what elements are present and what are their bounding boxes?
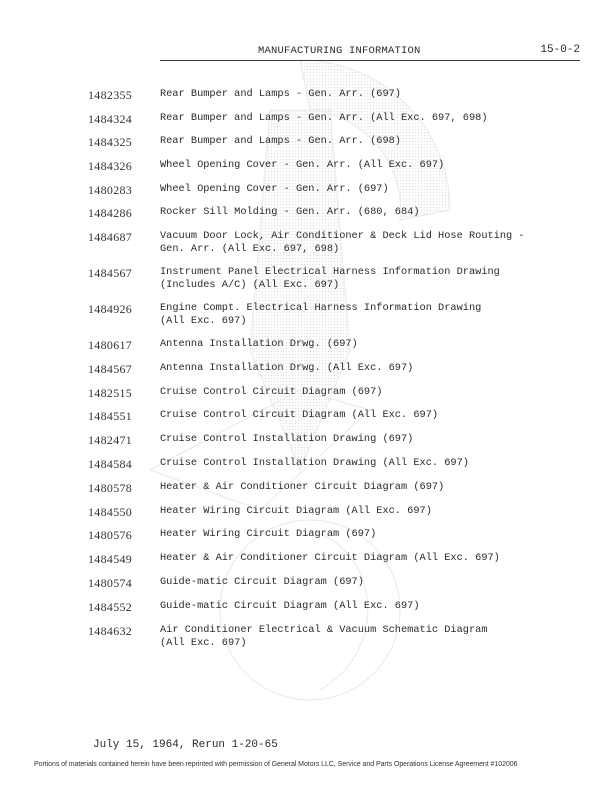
list-item xyxy=(88,505,588,520)
part-number: 1484632 xyxy=(88,624,133,638)
list-item xyxy=(88,386,588,401)
part-number: 1484326 xyxy=(88,159,133,173)
description-line: Guide-matic Circuit Diagram (697) xyxy=(160,576,364,588)
list-item xyxy=(88,457,588,472)
drawing-description xyxy=(160,112,488,127)
drawing-description xyxy=(160,481,444,496)
license-note: Portions of materials contained herein have been reprinted with permission of General Motors LLC, Service and Parts Operations License Agreement #102006 xyxy=(34,761,518,768)
description-line: Cruise Control Circuit Diagram (697) xyxy=(160,386,383,398)
description-line: (All Exc. 697) xyxy=(160,315,247,327)
list-item xyxy=(88,528,588,543)
description-line: Gen. Arr. (All Exc. 697, 698) xyxy=(160,243,340,255)
part-number: 1480578 xyxy=(88,481,133,495)
list-item xyxy=(88,338,588,353)
drawing-description xyxy=(160,624,488,650)
part-number: 1484687 xyxy=(88,230,133,244)
list-item xyxy=(88,552,588,567)
drawing-description xyxy=(160,266,500,292)
list-item xyxy=(88,481,588,496)
part-number: 1482515 xyxy=(88,386,133,400)
list-item xyxy=(88,88,588,103)
part-number: 1480574 xyxy=(88,576,133,590)
description-line: Wheel Opening Cover - Gen. Arr. (697) xyxy=(160,183,389,195)
list-item xyxy=(88,600,588,615)
part-number: 1484286 xyxy=(88,206,133,220)
drawing-description xyxy=(160,433,413,448)
list-item xyxy=(88,624,588,650)
description-line: Rear Bumper and Lamps - Gen. Arr. (All Exc. 697, 698) xyxy=(160,112,488,124)
list-item xyxy=(88,266,588,292)
drawing-description xyxy=(160,505,432,520)
list-item xyxy=(88,433,588,448)
drawing-description xyxy=(160,457,469,472)
description-line: Rear Bumper and Lamps - Gen. Arr. (698) xyxy=(160,135,401,147)
list-item xyxy=(88,135,588,150)
drawing-description xyxy=(160,88,401,103)
list-item xyxy=(88,206,588,221)
part-number: 1484324 xyxy=(88,112,133,126)
description-line: Antenna Installation Drwg. (All Exc. 697) xyxy=(160,362,414,374)
part-number: 1484552 xyxy=(88,600,133,614)
description-line: Heater Wiring Circuit Diagram (All Exc. 697) xyxy=(160,505,432,517)
description-line: Rear Bumper and Lamps - Gen. Arr. (697) xyxy=(160,88,401,100)
part-number: 1482471 xyxy=(88,433,133,447)
description-line: (Includes A/C) (All Exc. 697) xyxy=(160,279,340,291)
drawing-description xyxy=(160,362,413,377)
part-number: 1484550 xyxy=(88,505,133,519)
description-line: Cruise Control Installation Drawing (All Exc. 697) xyxy=(160,457,469,469)
part-number: 1484325 xyxy=(88,135,133,149)
drawing-description xyxy=(160,338,358,353)
description-line: Wheel Opening Cover - Gen. Arr. (All Exc. 697) xyxy=(160,159,445,171)
part-number: 1484567 xyxy=(88,362,133,376)
drawing-description xyxy=(160,600,420,615)
list-item xyxy=(88,112,588,127)
description-line: (All Exc. 697) xyxy=(160,637,247,649)
description-line: Heater & Air Conditioner Circuit Diagram (697) xyxy=(160,481,445,493)
drawing-description xyxy=(160,528,376,543)
drawing-description xyxy=(160,409,438,424)
part-number: 1480617 xyxy=(88,338,133,352)
list-item xyxy=(88,230,588,256)
description-line: Cruise Control Circuit Diagram (All Exc. 697) xyxy=(160,409,439,421)
list-item xyxy=(88,159,588,174)
drawing-description xyxy=(160,302,481,328)
part-number: 1484549 xyxy=(88,552,133,566)
description-line: Air Conditioner Electrical & Vacuum Schematic Diagram xyxy=(160,624,488,636)
list-item xyxy=(88,302,588,328)
part-number: 1482355 xyxy=(88,88,133,102)
part-number: 1484567 xyxy=(88,266,133,280)
drawing-description xyxy=(160,230,525,256)
list-item xyxy=(88,409,588,424)
part-number: 1484926 xyxy=(88,302,133,316)
part-number: 1484584 xyxy=(88,457,133,471)
drawing-description xyxy=(160,183,389,198)
description-line: Heater & Air Conditioner Circuit Diagram (All Exc. 697) xyxy=(160,552,500,564)
header-title: MANUFACTURING INFORMATION xyxy=(258,45,421,57)
part-number: 1480576 xyxy=(88,528,133,542)
list-item xyxy=(88,576,588,591)
list-item xyxy=(88,362,588,377)
drawing-description xyxy=(160,576,364,591)
part-number: 1480283 xyxy=(88,183,133,197)
drawing-description xyxy=(160,386,382,401)
page-number: 15-0-2 xyxy=(540,44,580,56)
description-line: Instrument Panel Electrical Harness Information Drawing xyxy=(160,266,500,278)
description-line: Heater Wiring Circuit Diagram (697) xyxy=(160,528,377,540)
description-line: Guide-matic Circuit Diagram (All Exc. 697) xyxy=(160,600,420,612)
description-line: Cruise Control Installation Drawing (697) xyxy=(160,433,414,445)
description-line: Rocker Sill Molding - Gen. Arr. (680, 684) xyxy=(160,206,420,218)
revision-date: July 15, 1964, Rerun 1-20-65 xyxy=(93,739,278,751)
list-item xyxy=(88,183,588,198)
drawing-description xyxy=(160,206,420,221)
drawing-description xyxy=(160,159,444,174)
page-header xyxy=(160,44,580,61)
drawing-description xyxy=(160,552,500,567)
description-line: Vacuum Door Lock, Air Conditioner & Deck Lid Hose Routing - xyxy=(160,230,525,242)
drawing-description xyxy=(160,135,401,150)
description-line: Engine Compt. Electrical Harness Information Drawing xyxy=(160,302,482,314)
description-line: Antenna Installation Drwg. (697) xyxy=(160,338,358,350)
part-number: 1484551 xyxy=(88,409,133,423)
